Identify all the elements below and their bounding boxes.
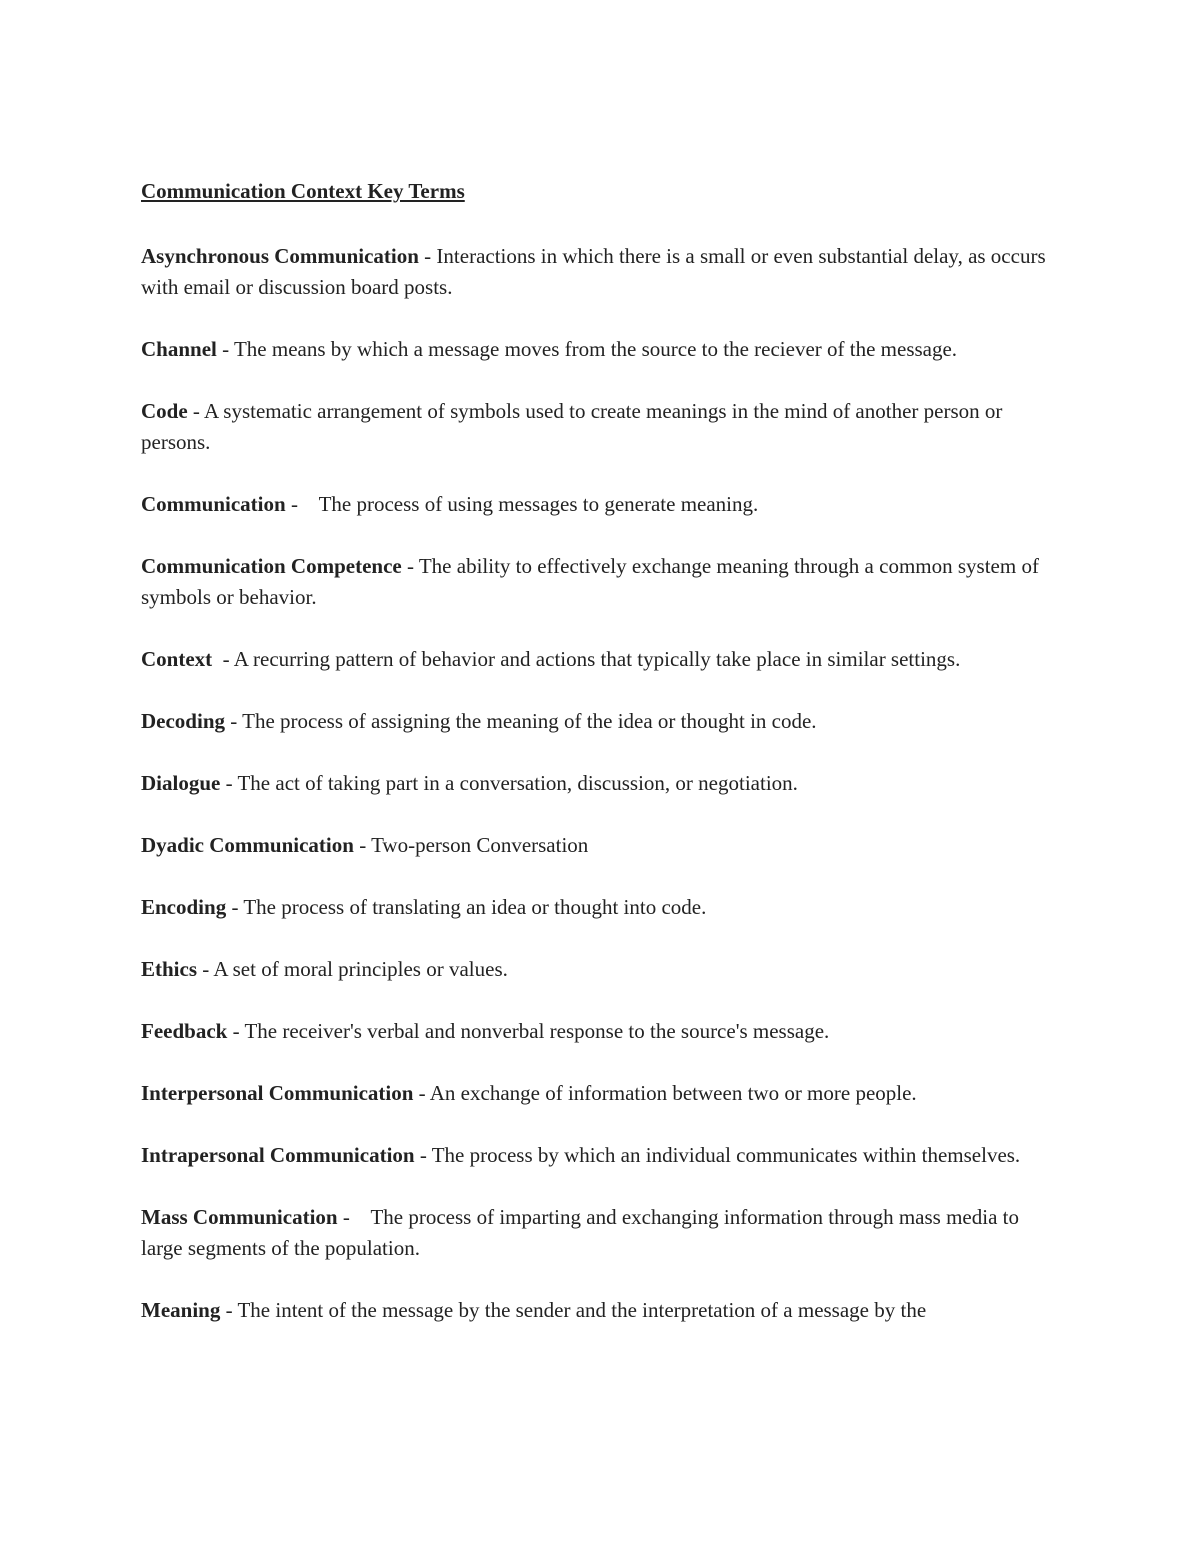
term-definition: The means by which a message moves from the source to the reciever of the message. [233,337,958,361]
term-separator: - [220,771,238,795]
glossary-entry [141,551,1061,613]
glossary-entry [141,706,1061,737]
glossary-entry [141,334,1061,365]
glossary-entry [141,892,1061,923]
term-definition: The process of translating an idea or thought into code. [243,895,707,919]
term-name: Dialogue [141,771,221,795]
glossary-entry [141,1202,1061,1264]
glossary-entry [141,241,1061,303]
term-definition: Interactions in which there is a small or even substantial delay, as occurs with email or discussion board posts. [141,244,1046,299]
term-definition: The receiver's verbal and nonverbal response to the source's message. [244,1019,830,1043]
document-page [141,176,1061,1357]
term-separator: - [414,1143,432,1167]
term-name: Communication Competence [141,554,402,578]
term-separator: - [225,709,243,733]
term-definition: A set of moral principles or values. [213,957,508,981]
term-definition: The intent of the message by the sender and the interpretation of a message by the [237,1298,927,1322]
term-name: Interpersonal Communication [141,1081,414,1105]
term-definition: A systematic arrangement of symbols used to create meanings in the mind of another person or persons. [141,399,1003,454]
term-definition: The process by which an individual communicates within themselves. [431,1143,1021,1167]
glossary-entry [141,489,1061,520]
terms-list [141,241,1061,1326]
term-definition: The ability to effectively exchange meaning through a common system of symbols or behavior. [141,554,1039,609]
glossary-entry [141,768,1061,799]
term-name: Mass Communication [141,1205,338,1229]
term-definition: An exchange of information between two or more people. [429,1081,917,1105]
term-separator: - [418,244,437,268]
glossary-entry [141,1140,1061,1171]
term-separator: - [413,1081,430,1105]
glossary-entry [141,396,1061,458]
term-definition: A recurring pattern of behavior and actions that typically take place in similar settings. [233,647,961,671]
term-separator: - [216,337,234,361]
term-separator: - [337,1205,371,1229]
term-name: Asynchronous Communication [141,244,419,268]
term-definition: Two-person Conversation [371,833,589,857]
glossary-entry [141,644,1061,675]
term-name: Meaning [141,1298,221,1322]
glossary-entry [141,1078,1061,1109]
term-name: Code [141,399,188,423]
term-name: Ethics [141,957,198,981]
term-name: Communication [141,492,286,516]
term-separator: - [187,399,205,423]
term-definition: The process of using messages to generate meaning. [318,492,759,516]
term-separator: - [401,554,419,578]
term-separator: - [285,492,319,516]
term-definition: The process of assigning the meaning of the idea or thought in code. [242,709,817,733]
term-name: Context [141,647,213,671]
term-name: Intrapersonal Communication [141,1143,415,1167]
glossary-entry [141,830,1061,861]
term-separator: - [220,1298,238,1322]
term-name: Encoding [141,895,227,919]
term-name: Dyadic Communication [141,833,354,857]
term-separator: - [353,833,372,857]
page-title: Communication Context Key Terms [141,179,465,203]
term-separator: - [226,895,244,919]
term-separator: - [227,1019,245,1043]
term-name: Channel [141,337,217,361]
term-definition: The act of taking part in a conversation, discussion, or negotiation. [237,771,798,795]
term-separator: - [197,957,214,981]
glossary-entry [141,954,1061,985]
term-name: Decoding [141,709,225,733]
term-name: Feedback [141,1019,228,1043]
term-separator: - [212,647,234,671]
glossary-entry [141,1295,1061,1326]
glossary-entry [141,1016,1061,1047]
term-definition: The process of imparting and exchanging information through mass media to large segments of the population. [141,1205,1019,1260]
